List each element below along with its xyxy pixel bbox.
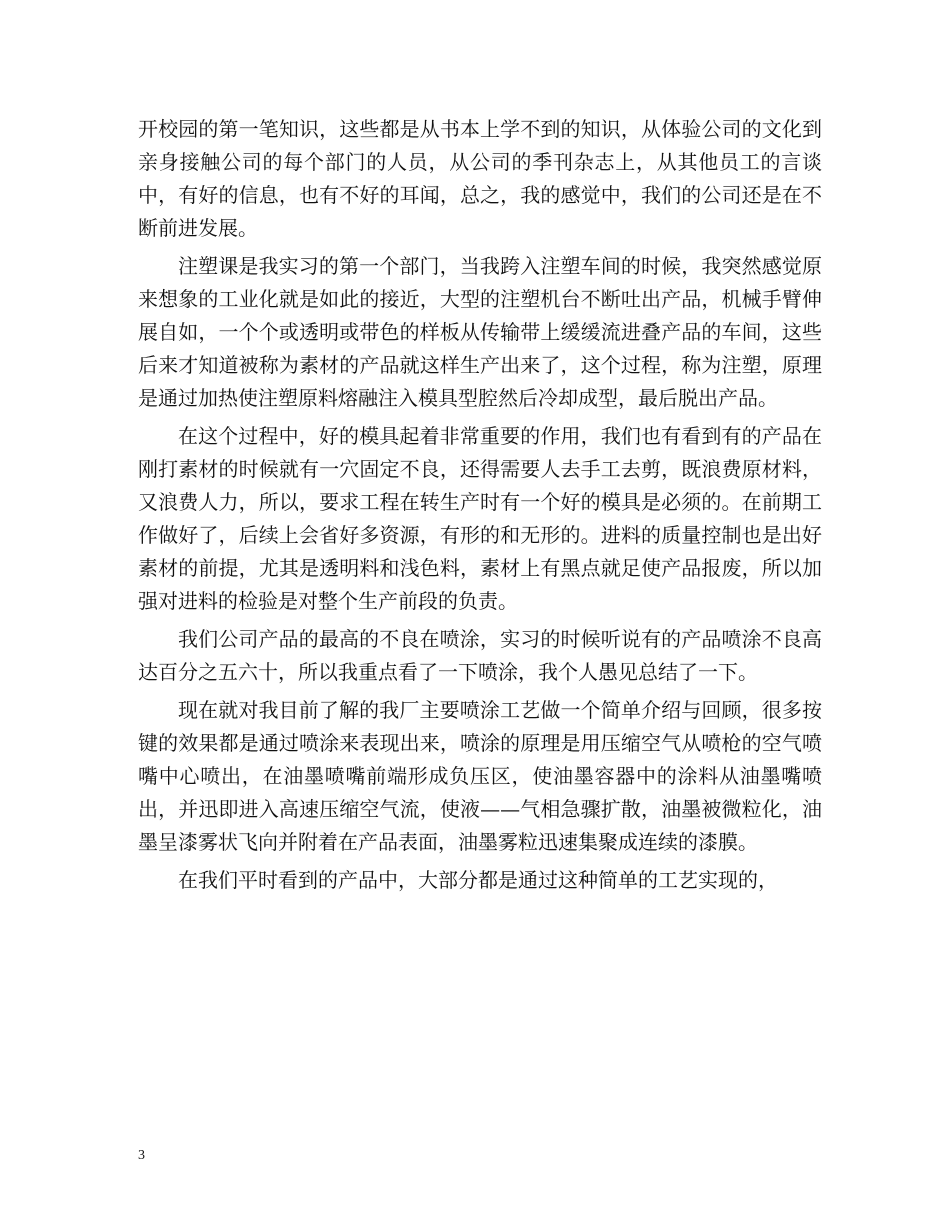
page-number: 3 [138, 1148, 145, 1163]
paragraph-4: 我们公司产品的最高的不良在喷涂，实习的时候听说有的产品喷涂不良高达百分之五六十，所以我重点看了一下喷涂，我个人愚见总结了一下。 [138, 627, 822, 684]
paragraph-6: 在我们平时看到的产品中，大部分都是通过这种简单的工艺实现的， [178, 868, 778, 892]
paragraph-1: 开校园的第一笔知识，这些都是从书本上学不到的知识，从体验公司的文化到亲身接触公司的每个部门的人员，从公司的季刊杂志上，从其他员工的言谈中，有好的信息，也有不好的耳闻，总之，我的感觉中，我们的公司还是在不断前进发展。 [138, 117, 822, 240]
document-body [138, 113, 822, 902]
paragraph-2: 注塑课是我实习的第一个部门，当我跨入注塑车间的时候，我突然感觉原来想象的工业化就是如此的接近，大型的注塑机台不断吐出产品，机械手臂伸展自如，一个个或透明或带色的样板从传输带上缓缓流进叠产品的车间，这些后来才知道被称为素材的产品就这样生产出来了，这个过程，称为注塑，原理是通过加热使注塑原料熔融注入模具型腔然后冷却成型，最后脱出产品。 [138, 254, 822, 410]
paragraph-3: 在这个过程中，好的模具起着非常重要的作用，我们也有看到有的产品在刚打素材的时候就有一穴固定不良，还得需要人去手工去剪，既浪费原材料，又浪费人力，所以，要求工程在转生产时有一个好的模具是必须的。在前期工作做好了，后续上会省好多资源，有形的和无形的。进料的质量控制也是出好素材的前提，尤其是透明料和浅色料，素材上有黑点就足使产品报废，所以加强对进料的检验是对整个生产前段的负责。 [138, 424, 822, 613]
paragraph-5: 现在就对我目前了解的我厂主要喷涂工艺做一个简单介绍与回顾，很多按键的效果都是通过喷涂来表现出来，喷涂的原理是用压缩空气从喷枪的空气喷嘴中心喷出，在油墨喷嘴前端形成负压区，使油墨容器中的涂料从油墨嘴喷出，并迅即进入高速压缩空气流，使液——气相急骤扩散，油墨被微粒化，油墨呈漆雾状飞向并附着在产品表面，油墨雾粒迅速集聚成连续的漆膜。 [138, 698, 822, 854]
